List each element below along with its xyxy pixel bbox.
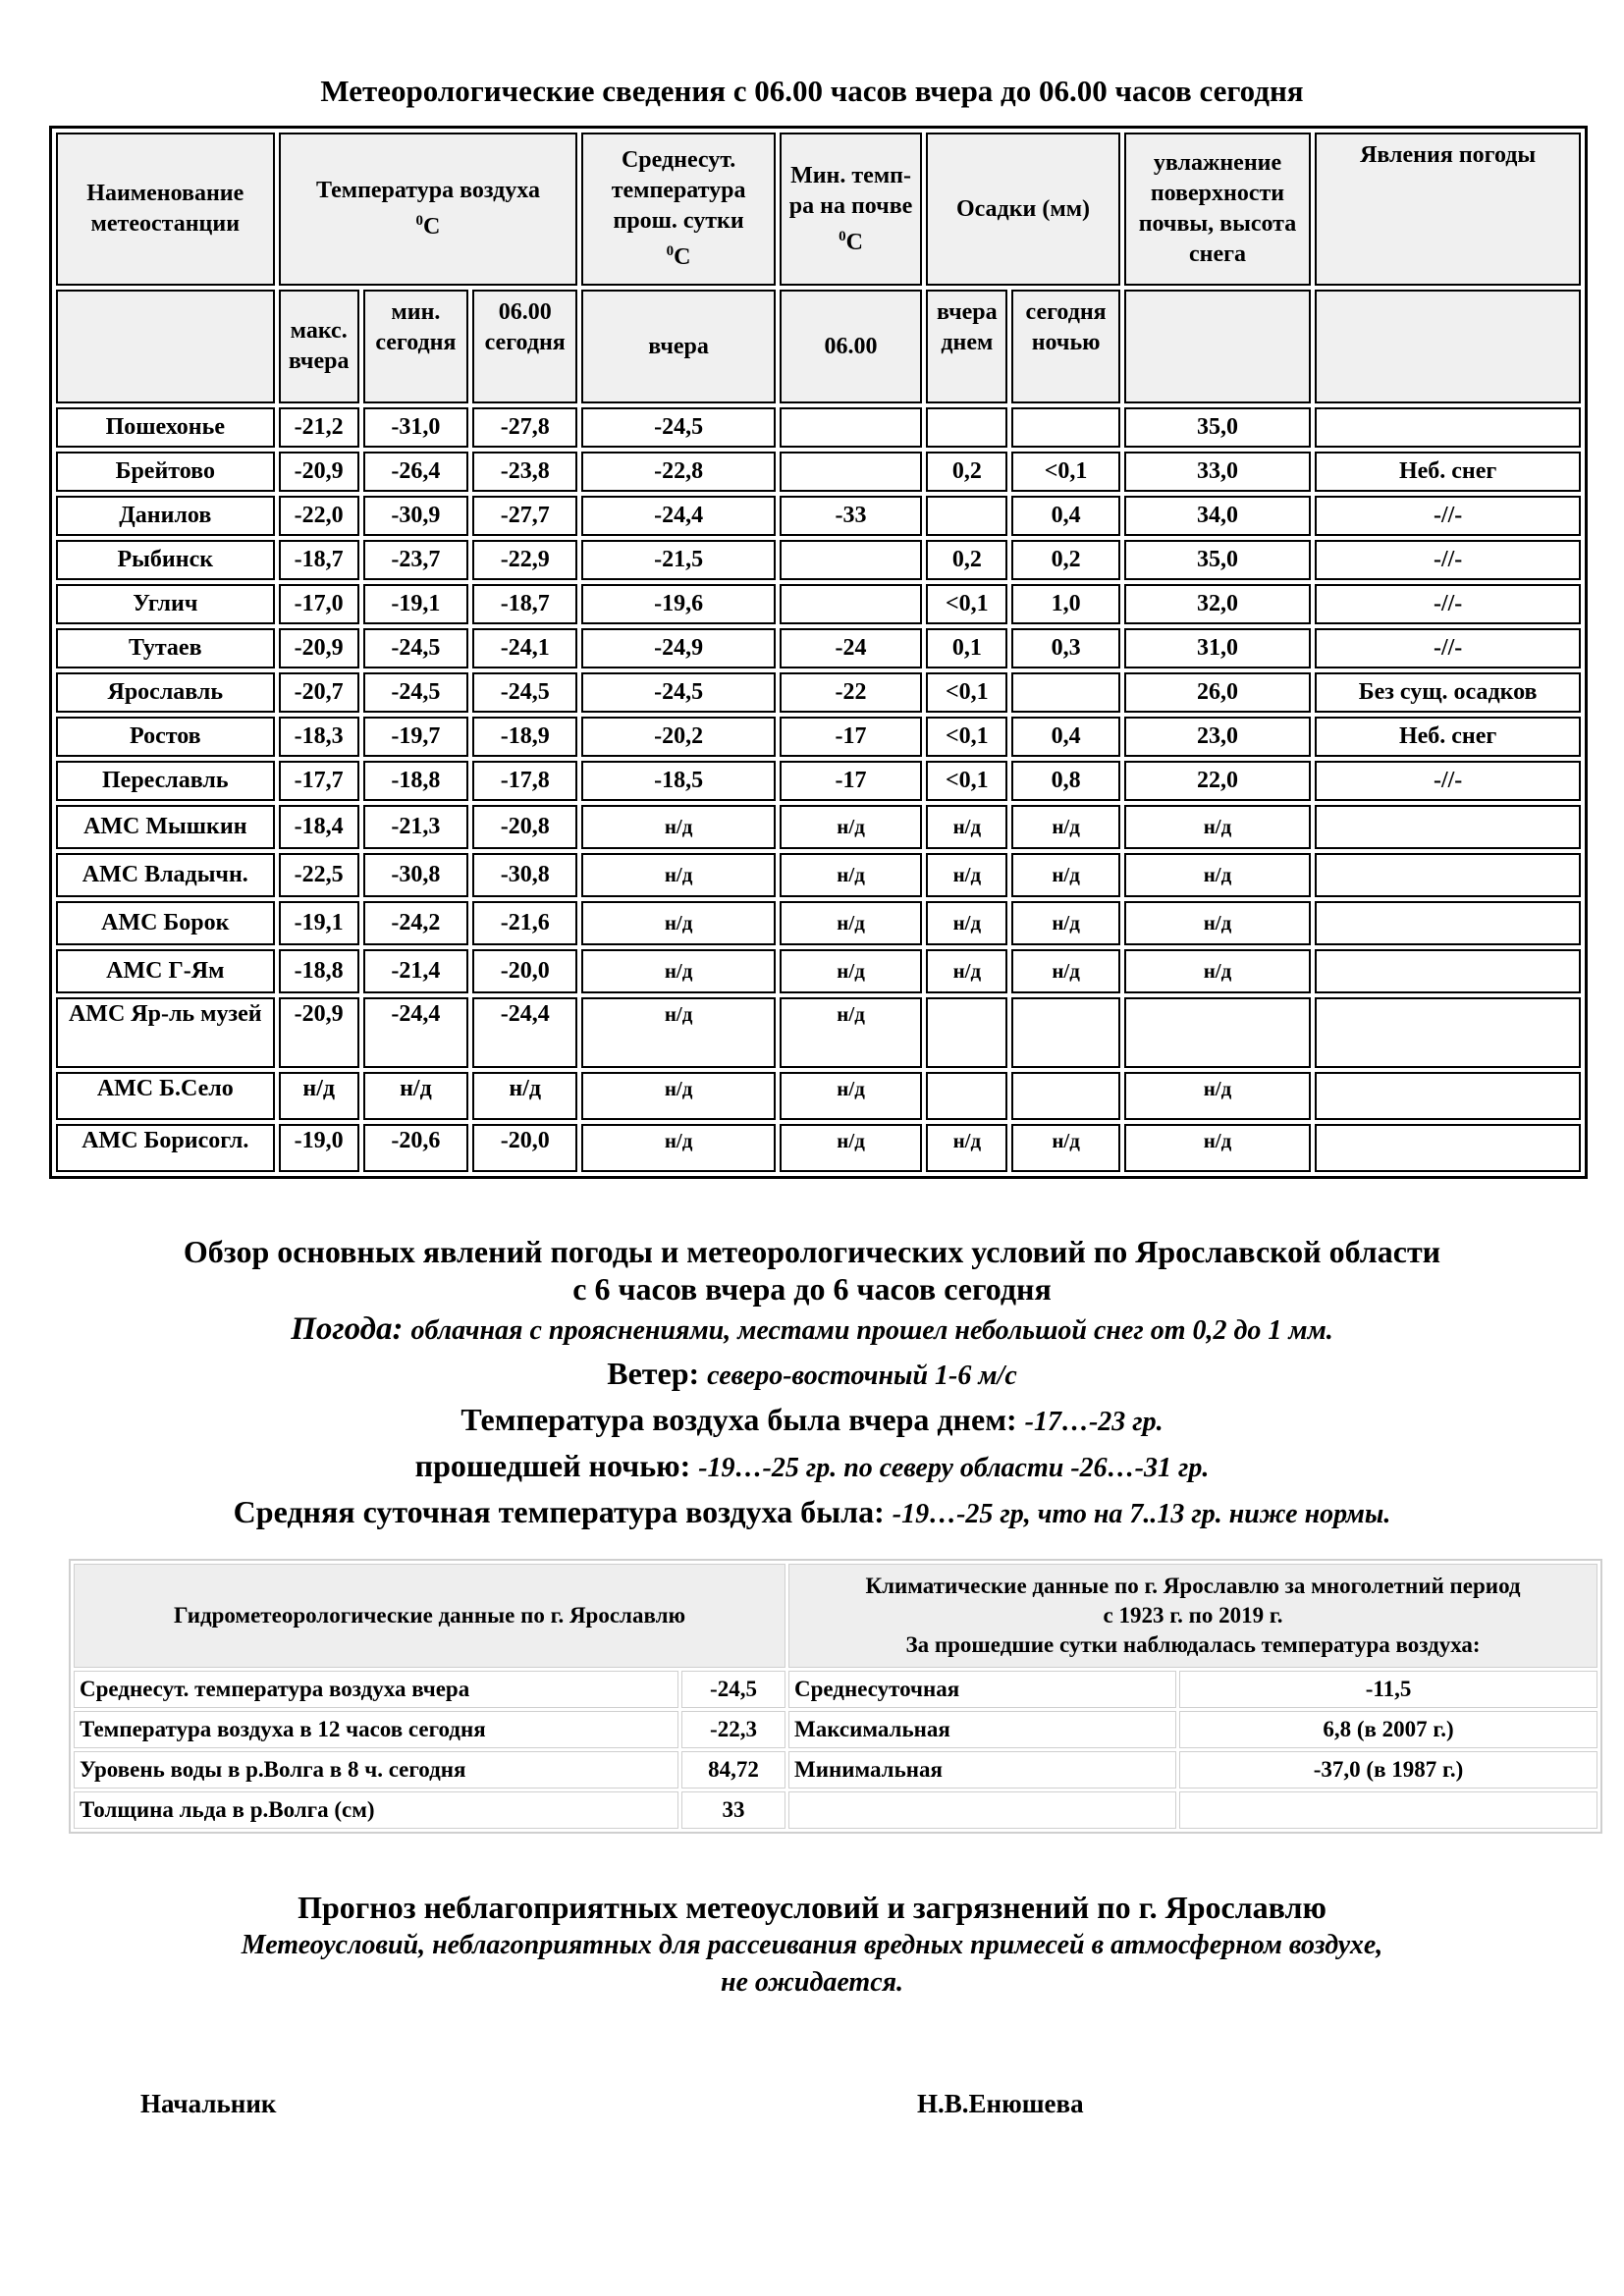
soil-temp-cell: н/д (780, 901, 922, 945)
clim-label: Минимальная (788, 1751, 1176, 1789)
avg-temp-cell: -24,9 (581, 628, 776, 668)
soil-temp-cell: -17 (780, 717, 922, 757)
min-temp-cell: -20,6 (363, 1124, 468, 1172)
empty-header-cell (1124, 290, 1312, 403)
meteo-body (56, 133, 1581, 1172)
temp-0600-cell: -24,5 (472, 672, 577, 713)
hydro-header-row (74, 1564, 1597, 1668)
precip-day-cell: н/д (926, 1124, 1007, 1172)
hydro-table (69, 1559, 1602, 1834)
soil-temp-cell: -24 (780, 628, 922, 668)
phenomena-header: Явления погоды (1315, 133, 1581, 286)
temp-0600-cell: -20,0 (472, 1124, 577, 1172)
min-temp-cell: -30,9 (363, 496, 468, 536)
max-temp-cell: -18,4 (279, 805, 359, 849)
max-temp-cell: -21,2 (279, 407, 359, 448)
max-temp-cell: -17,7 (279, 761, 359, 801)
forecast-heading: Прогноз неблагоприятных метеоусловий и загрязнений по г. Ярославлю (298, 1890, 1326, 1925)
temp-0600-cell: -24,4 (472, 997, 577, 1068)
precip-header: Осадки (мм) (926, 133, 1120, 286)
min-temp-cell: -19,7 (363, 717, 468, 757)
hydro-value: -24,5 (681, 1671, 785, 1708)
page-title: Метеорологические сведения с 06.00 часов вчера до 06.00 часов сегодня (320, 74, 1304, 108)
phenomena-cell: -//- (1315, 584, 1581, 624)
empty-header-cell (1315, 290, 1581, 403)
hydro-row (74, 1711, 1597, 1748)
forecast-section (0, 1888, 1624, 2002)
soil-temp-cell: -17 (780, 761, 922, 801)
snow-cell: 23,0 (1124, 717, 1312, 757)
precip-night-cell: н/д (1011, 901, 1119, 945)
header-row-1 (56, 133, 1581, 286)
temp-0600-cell: -21,6 (472, 901, 577, 945)
min-temp-cell: -19,1 (363, 584, 468, 624)
moisture-header: увлажнение поверхности почвы, высота снега (1124, 133, 1312, 286)
station-cell: АМС Б.Село (56, 1072, 275, 1120)
soil-temp-cell (780, 584, 922, 624)
precip-day-cell: 0,2 (926, 540, 1007, 580)
snow-cell: 34,0 (1124, 496, 1312, 536)
soil-temp-cell: н/д (780, 805, 922, 849)
air-temp-header: Температура воздуха $^0$С (279, 133, 578, 286)
precip-day-cell: н/д (926, 853, 1007, 897)
table-row (56, 901, 1581, 945)
avg-temp-cell: -20,2 (581, 717, 776, 757)
phenomena-cell: -//- (1315, 496, 1581, 536)
temp-0600-cell: -17,8 (472, 761, 577, 801)
snow-cell: 22,0 (1124, 761, 1312, 801)
forecast-text-end: не ожидается. (720, 1967, 904, 1998)
hydro-label: Среднесут. температура воздуха вчера (74, 1671, 678, 1708)
max-temp-cell: -17,0 (279, 584, 359, 624)
precip-day-cell: 0,1 (926, 628, 1007, 668)
max-temp-cell: -18,7 (279, 540, 359, 580)
station-cell: АМС Борок (56, 901, 275, 945)
table-row (56, 805, 1581, 849)
min-temp-cell: -24,5 (363, 672, 468, 713)
temp-0600-cell: -20,0 (472, 949, 577, 993)
min-temp-cell: -18,8 (363, 761, 468, 801)
max-temp-cell: -18,3 (279, 717, 359, 757)
soil-temp-cell: н/д (780, 997, 922, 1068)
precip-day-header: вчера днем (926, 290, 1007, 403)
precip-night-cell: 0,3 (1011, 628, 1119, 668)
hydro-value: -22,3 (681, 1711, 785, 1748)
clim-label: Среднесуточная (788, 1671, 1176, 1708)
station-cell: Ростов (56, 717, 275, 757)
temp-0600-cell: -24,1 (472, 628, 577, 668)
table-row (56, 496, 1581, 536)
clim-label (788, 1791, 1176, 1829)
station-cell: АМС Мышкин (56, 805, 275, 849)
precip-day-cell: н/д (926, 901, 1007, 945)
min-temp-cell: н/д (363, 1072, 468, 1120)
table-row (56, 407, 1581, 448)
header-row-2 (56, 290, 1581, 403)
snow-cell: н/д (1124, 1072, 1312, 1120)
temp-0600-cell: н/д (472, 1072, 577, 1120)
precip-night-cell: н/д (1011, 805, 1119, 849)
snow-cell: н/д (1124, 901, 1312, 945)
avg-temp-cell: -18,5 (581, 761, 776, 801)
max-temp-cell: -19,1 (279, 901, 359, 945)
phenomena-cell: Неб. снег (1315, 717, 1581, 757)
max-temp-cell: -20,7 (279, 672, 359, 713)
avg-temp-cell: -21,5 (581, 540, 776, 580)
min-today-header: мин. сегодня (363, 290, 468, 403)
avg-temp-cell: н/д (581, 901, 776, 945)
snow-cell: н/д (1124, 1124, 1312, 1172)
overview-temp-night: прошедшей ночью: -19…-25 гр. по северу области -26…-31 гр. (414, 1448, 1210, 1483)
phenomena-cell (1315, 901, 1581, 945)
snow-cell: 31,0 (1124, 628, 1312, 668)
soil-0600-header: 06.00 (780, 290, 922, 403)
soil-temp-cell (780, 407, 922, 448)
temp-0600-cell: -18,9 (472, 717, 577, 757)
station-cell: Пошехонье (56, 407, 275, 448)
avg-temp-cell: н/д (581, 997, 776, 1068)
min-temp-cell: -23,7 (363, 540, 468, 580)
precip-night-cell: н/д (1011, 949, 1119, 993)
station-cell: АМС Г-Ям (56, 949, 275, 993)
station-cell: Брейтово (56, 452, 275, 492)
avg-temp-cell: -24,5 (581, 672, 776, 713)
station-cell: Рыбинск (56, 540, 275, 580)
overview-heading: Обзор основных явлений погоды и метеорологических условий по Ярославской области (183, 1234, 1441, 1269)
station-header: Наименование метеостанции (56, 133, 275, 286)
min-temp-cell: -26,4 (363, 452, 468, 492)
hydro-value: 33 (681, 1791, 785, 1829)
clim-value (1179, 1791, 1597, 1829)
avg-temp-cell: -24,5 (581, 407, 776, 448)
min-temp-cell: -21,4 (363, 949, 468, 993)
snow-cell: 35,0 (1124, 540, 1312, 580)
overview-temp-day: Температура воздуха была вчера днем: -17…-23 гр. (460, 1402, 1164, 1437)
max-temp-cell: н/д (279, 1072, 359, 1120)
weather-overview (0, 1233, 1624, 1536)
soil-temp-cell: -33 (780, 496, 922, 536)
table-row (56, 584, 1581, 624)
phenomena-cell (1315, 805, 1581, 849)
soil-temp-cell: н/д (780, 949, 922, 993)
clim-value: -11,5 (1179, 1671, 1597, 1708)
table-row (56, 717, 1581, 757)
min-temp-cell: -24,2 (363, 901, 468, 945)
temp-0600-cell: -27,7 (472, 496, 577, 536)
soil-min-header: Мин. темп-ра на почве $^0$С (780, 133, 922, 286)
precip-day-cell (926, 1072, 1007, 1120)
hydro-label: Уровень воды в р.Волга в 8 ч. сегодня (74, 1751, 678, 1789)
avg-temp-cell: н/д (581, 949, 776, 993)
table-row (56, 997, 1581, 1068)
soil-temp-cell: н/д (780, 1124, 922, 1172)
station-cell: Тутаев (56, 628, 275, 668)
temp-0600-cell: -23,8 (472, 452, 577, 492)
table-row (56, 761, 1581, 801)
precip-day-cell: <0,1 (926, 761, 1007, 801)
snow-cell: 26,0 (1124, 672, 1312, 713)
phenomena-cell: Без сущ. осадков (1315, 672, 1581, 713)
hydro-right-header: Климатические данные по г. Ярославлю за многолетний период с 1923 г. по 2019 г. За прошедшие сутки наблюдалась температура воздуха: (788, 1564, 1597, 1668)
table-row (56, 452, 1581, 492)
precip-day-cell: н/д (926, 949, 1007, 993)
snow-cell (1124, 997, 1312, 1068)
phenomena-cell (1315, 997, 1581, 1068)
hydro-left-header: Гидрометеорологические данные по г. Ярославлю (74, 1564, 785, 1668)
avg-temp-cell: н/д (581, 805, 776, 849)
hydro-value: 84,72 (681, 1751, 785, 1789)
phenomena-cell: Неб. снег (1315, 452, 1581, 492)
temp-0600-cell: -27,8 (472, 407, 577, 448)
empty-header-cell (56, 290, 275, 403)
hydro-body (74, 1564, 1597, 1829)
temp-0600-cell: -22,9 (472, 540, 577, 580)
max-temp-cell: -22,5 (279, 853, 359, 897)
precip-night-cell: н/д (1011, 1124, 1119, 1172)
soil-temp-cell (780, 452, 922, 492)
precip-night-cell: 0,2 (1011, 540, 1119, 580)
t0600-header: 06.00 сегодня (472, 290, 577, 403)
precip-night-cell: 0,8 (1011, 761, 1119, 801)
clim-label: Максимальная (788, 1711, 1176, 1748)
phenomena-cell: -//- (1315, 628, 1581, 668)
station-cell: Углич (56, 584, 275, 624)
hydro-row (74, 1791, 1597, 1829)
phenomena-cell (1315, 407, 1581, 448)
max-temp-cell: -20,9 (279, 997, 359, 1068)
min-temp-cell: -24,4 (363, 997, 468, 1068)
precip-day-cell: н/д (926, 805, 1007, 849)
clim-value: 6,8 (в 2007 г.) (1179, 1711, 1597, 1748)
max-temp-cell: -22,0 (279, 496, 359, 536)
snow-cell: н/д (1124, 853, 1312, 897)
soil-temp-cell: н/д (780, 853, 922, 897)
max-temp-cell: -18,8 (279, 949, 359, 993)
precip-day-cell (926, 407, 1007, 448)
min-temp-cell: -24,5 (363, 628, 468, 668)
soil-temp-cell: -22 (780, 672, 922, 713)
precip-day-cell (926, 496, 1007, 536)
avg-temp-header: Среднесут. температура прош. сутки $^0$С (581, 133, 776, 286)
snow-cell: 35,0 (1124, 407, 1312, 448)
phenomena-cell: -//- (1315, 761, 1581, 801)
avg-temp-cell: -19,6 (581, 584, 776, 624)
snow-cell: 33,0 (1124, 452, 1312, 492)
phenomena-cell: -//- (1315, 540, 1581, 580)
table-row (56, 853, 1581, 897)
meteo-table (49, 126, 1588, 1179)
table-row (56, 628, 1581, 668)
signature-position: Начальник (140, 2089, 277, 2118)
precip-day-cell: 0,2 (926, 452, 1007, 492)
avg-temp-cell: -22,8 (581, 452, 776, 492)
min-temp-cell: -31,0 (363, 407, 468, 448)
table-row (56, 1124, 1581, 1172)
temp-0600-cell: -18,7 (472, 584, 577, 624)
station-cell: Ярославль (56, 672, 275, 713)
table-row (56, 540, 1581, 580)
snow-cell: 32,0 (1124, 584, 1312, 624)
precip-day-cell: <0,1 (926, 584, 1007, 624)
precip-night-cell: 0,4 (1011, 496, 1119, 536)
max-temp-cell: -20,9 (279, 452, 359, 492)
precip-night-header: сегодня ночью (1011, 290, 1119, 403)
precip-night-cell (1011, 672, 1119, 713)
table-row (56, 672, 1581, 713)
overview-wind: Ветер: северо-восточный 1-6 м/с (607, 1356, 1017, 1391)
min-temp-cell: -30,8 (363, 853, 468, 897)
phenomena-cell (1315, 949, 1581, 993)
avg-temp-cell: -24,4 (581, 496, 776, 536)
phenomena-cell (1315, 1072, 1581, 1120)
max-yesterday-header: макс. вчера (279, 290, 359, 403)
table-row (56, 949, 1581, 993)
max-temp-cell: -20,9 (279, 628, 359, 668)
precip-day-cell (926, 997, 1007, 1068)
soil-temp-cell (780, 540, 922, 580)
hydro-row (74, 1751, 1597, 1789)
overview-avg-temp: Средняя суточная температура воздуха была: -19…-25 гр, что на 7..13 гр. ниже нормы. (233, 1494, 1391, 1529)
forecast-text: Метеоусловий, неблагоприятных для рассеивания вредных примесей в атмосферном воздухе, (241, 1930, 1383, 1960)
hydro-label: Толщина льда в р.Волга (см) (74, 1791, 678, 1829)
precip-night-cell: <0,1 (1011, 452, 1119, 492)
min-temp-cell: -21,3 (363, 805, 468, 849)
precip-night-cell: н/д (1011, 853, 1119, 897)
snow-cell: н/д (1124, 805, 1312, 849)
station-cell: АМС Яр-ль музей (56, 997, 275, 1068)
clim-value: -37,0 (в 1987 г.) (1179, 1751, 1597, 1789)
hydro-label: Температура воздуха в 12 часов сегодня (74, 1711, 678, 1748)
precip-night-cell: 1,0 (1011, 584, 1119, 624)
temp-0600-cell: -20,8 (472, 805, 577, 849)
precip-day-cell: <0,1 (926, 717, 1007, 757)
avg-temp-cell: н/д (581, 853, 776, 897)
hydro-row (74, 1671, 1597, 1708)
station-cell: Переславль (56, 761, 275, 801)
snow-cell: н/д (1124, 949, 1312, 993)
precip-night-cell: 0,4 (1011, 717, 1119, 757)
yesterday-header: вчера (581, 290, 776, 403)
phenomena-cell (1315, 853, 1581, 897)
overview-subheading: с 6 часов вчера до 6 часов сегодня (572, 1271, 1052, 1307)
precip-day-cell: <0,1 (926, 672, 1007, 713)
station-cell: АМС Борисогл. (56, 1124, 275, 1172)
overview-weather: Погода: облачная с прояснениями, местами прошел небольшой снег от 0,2 до 1 мм. (291, 1311, 1333, 1347)
station-cell: АМС Владычн. (56, 853, 275, 897)
avg-temp-cell: н/д (581, 1072, 776, 1120)
temp-0600-cell: -30,8 (472, 853, 577, 897)
avg-temp-cell: н/д (581, 1124, 776, 1172)
signature-name: Н.В.Енюшева (917, 2089, 1084, 2118)
soil-temp-cell: н/д (780, 1072, 922, 1120)
precip-night-cell (1011, 997, 1119, 1068)
precip-night-cell (1011, 407, 1119, 448)
max-temp-cell: -19,0 (279, 1124, 359, 1172)
table-row (56, 1072, 1581, 1120)
precip-night-cell (1011, 1072, 1119, 1120)
station-cell: Данилов (56, 496, 275, 536)
phenomena-cell (1315, 1124, 1581, 1172)
